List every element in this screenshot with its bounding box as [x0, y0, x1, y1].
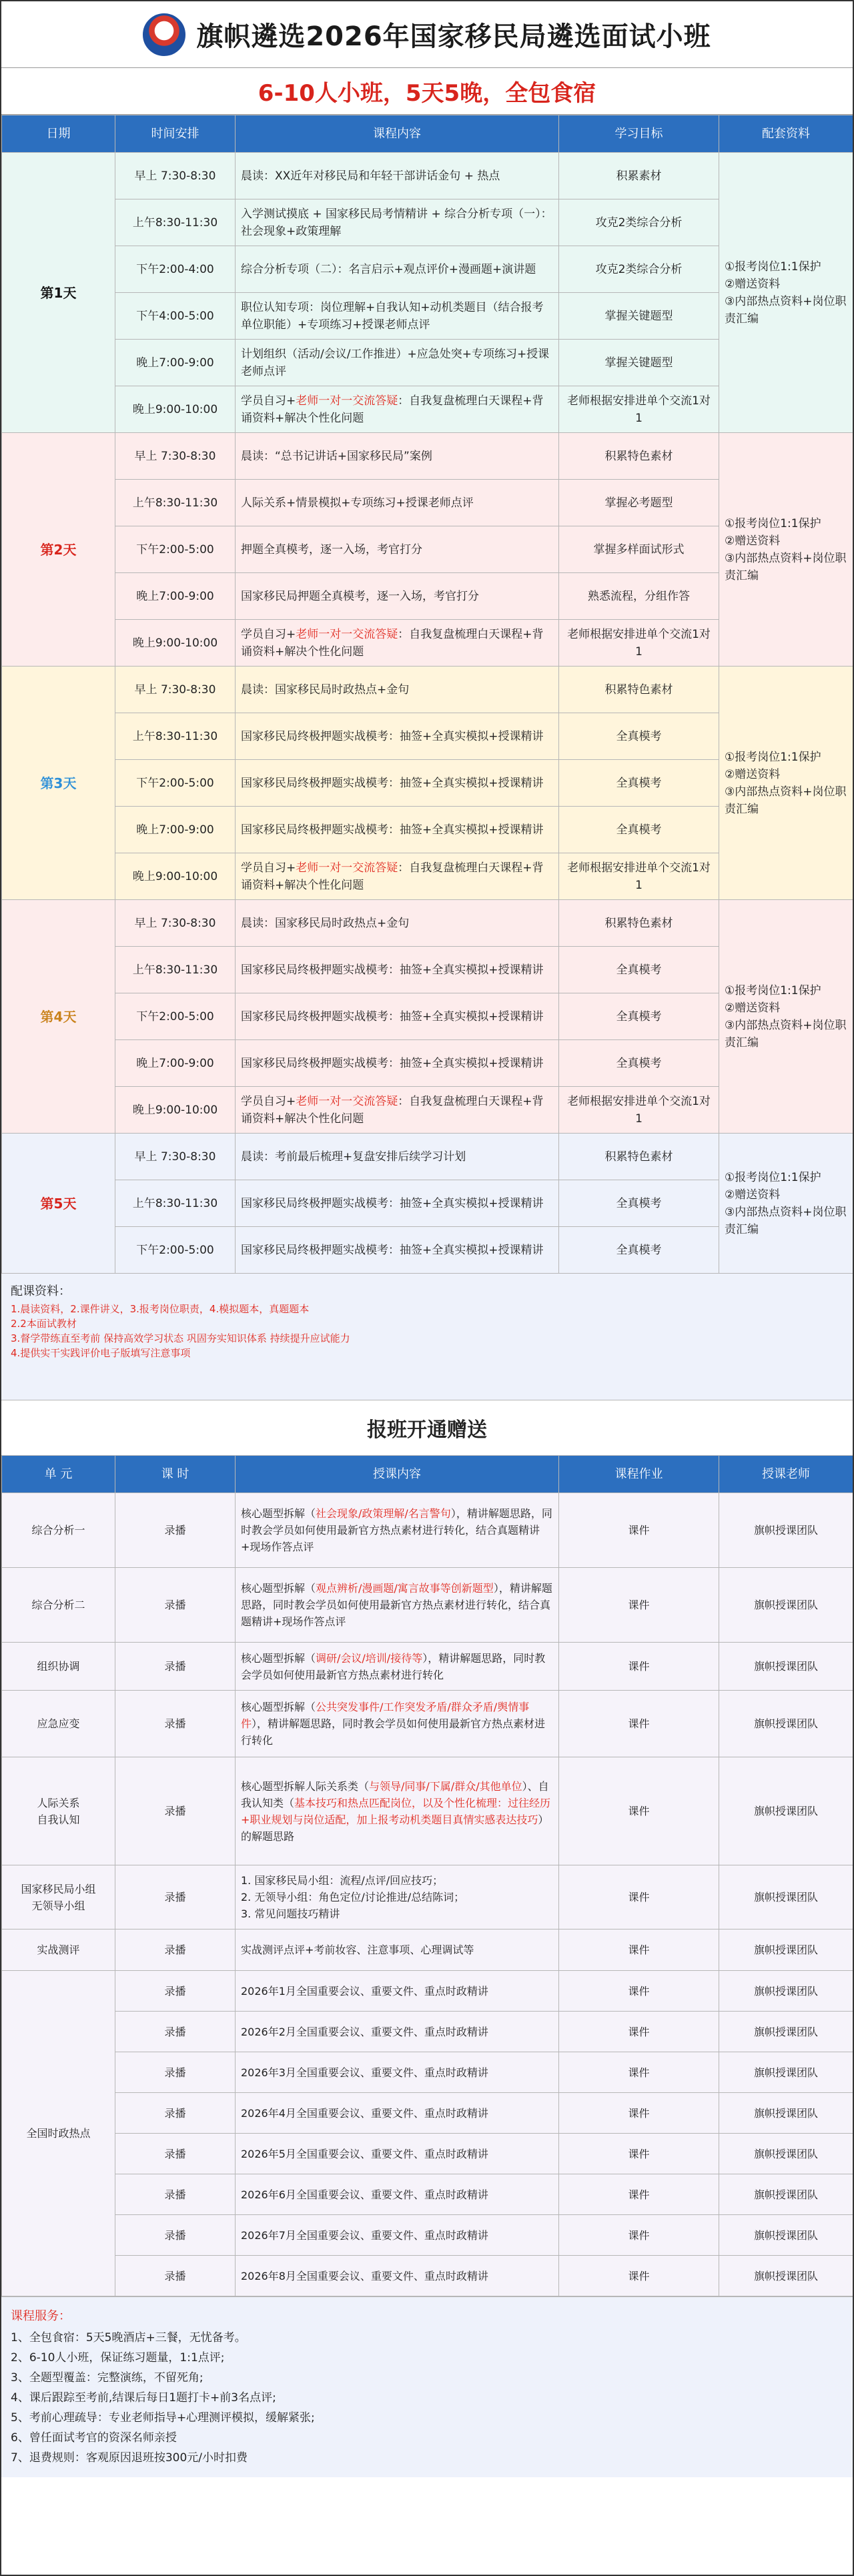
- time-cell: 早上 7:30-8:30: [115, 433, 236, 480]
- col-goal: 学习目标: [559, 115, 719, 153]
- goal-cell: 全真模考: [559, 993, 719, 1040]
- content-text: 学员自习+: [241, 627, 296, 641]
- schedule-row: [2, 667, 853, 713]
- materials-note: [1, 1274, 853, 1400]
- time-cell: 早上 7:30-8:30: [115, 667, 236, 713]
- col-content: 课程内容: [236, 115, 559, 153]
- homework-cell: 课件: [559, 2256, 719, 2296]
- unit-cell: 应急应变: [2, 1691, 115, 1757]
- unit-cell: 组织协调: [2, 1643, 115, 1691]
- unit-cell: 人际关系 自我认知: [2, 1757, 115, 1865]
- goal-cell: 全真模考: [559, 760, 719, 807]
- time-cell: 下午2:00-5:00: [115, 760, 236, 807]
- page-header: [1, 1, 853, 68]
- content-text: ：自我复盘梳理白天课程+背诵资料+解决个性化问题: [241, 861, 544, 892]
- hot-topic-row: [2, 2093, 853, 2134]
- teacher-cell: 旗帜授课团队: [719, 1643, 853, 1691]
- teacher-cell: 旗帜授课团队: [719, 1493, 853, 1568]
- homework-cell: 课件: [559, 1865, 719, 1929]
- time-cell: 晚上9:00-10:00: [115, 1087, 236, 1134]
- time-cell: 上午8:30-11:30: [115, 199, 236, 246]
- gift-row: [2, 1643, 853, 1691]
- homework-cell: 课件: [559, 2174, 719, 2215]
- page-title: 旗帜遴选2026年国家移民局遴选面试小班: [196, 21, 711, 52]
- content-cell: [236, 1087, 559, 1134]
- gift-table: [1, 1455, 853, 2296]
- teacher-cell: 旗帜授课团队: [719, 2256, 853, 2296]
- hot-topic-row: [2, 2215, 853, 2256]
- materials-cell: ①报考岗位1:1保护 ②赠送资料 ③内部热点资料+岗位职责汇编: [719, 153, 853, 433]
- goal-cell: 全真模考: [559, 1040, 719, 1087]
- day-label: 第4天: [2, 900, 115, 1134]
- content-cell: 国家移民局终极押题实战模考：抽签+全真实模拟+授课精讲: [236, 807, 559, 853]
- content-cell: 晨读：国家移民局时政热点+金句: [236, 667, 559, 713]
- teacher-cell: 旗帜授课团队: [719, 2134, 853, 2174]
- content-cell: 2026年5月全国重要会议、重要文件、重点时政精讲: [236, 2134, 559, 2174]
- content-cell: 晨读：“总书记讲话+国家移民局”案例: [236, 433, 559, 480]
- content-text: ：自我复盘梳理白天课程+背诵资料+解决个性化问题: [241, 1094, 544, 1126]
- col-time: 时间安排: [115, 115, 236, 153]
- schedule-row: [2, 1134, 853, 1180]
- time-cell: 晚上9:00-10:00: [115, 386, 236, 433]
- goal-cell: 掌握关键题型: [559, 340, 719, 386]
- homework-cell: 课件: [559, 1691, 719, 1757]
- homework-cell: 课件: [559, 1757, 719, 1865]
- content-cell: [236, 1568, 559, 1643]
- content-text: 核心题型拆解（: [241, 1582, 316, 1595]
- gift-col-teacher: 授课老师: [719, 1456, 853, 1493]
- teacher-cell: 旗帜授课团队: [719, 2052, 853, 2093]
- time-cell: 晚上7:00-9:00: [115, 807, 236, 853]
- gift-col-homework: 课程作业: [559, 1456, 719, 1493]
- course-services: [1, 2296, 853, 2477]
- content-cell: [236, 386, 559, 433]
- content-highlight: 观点辨析/漫画题/寓言故事等创新题型: [316, 1582, 494, 1595]
- content-text: 核心题型拆解人际关系类（: [241, 1779, 370, 1793]
- hot-topic-row: [2, 2052, 853, 2093]
- content-cell: 2026年1月全国重要会议、重要文件、重点时政精讲: [236, 1971, 559, 2012]
- unit-cell: 综合分析一: [2, 1493, 115, 1568]
- hot-topic-row: [2, 2174, 853, 2215]
- course-services-title: 课程服务：: [11, 2309, 71, 2323]
- gift-row: [2, 1568, 853, 1643]
- content-cell: 晨读：考前最后梳理+复盘安排后续学习计划: [236, 1134, 559, 1180]
- course-service-item: 6、曾任面试考官的资深名师亲授: [11, 2431, 177, 2445]
- homework-cell: 课件: [559, 2134, 719, 2174]
- materials-note-line: 4.提供实干实践评价电子版填写注意事项: [11, 1347, 191, 1359]
- course-service-item: 7、退费规则：客观原因退班按300元/小时扣费: [11, 2451, 248, 2465]
- content-cell: 2026年6月全国重要会议、重要文件、重点时政精讲: [236, 2174, 559, 2215]
- time-cell: 上午8:30-11:30: [115, 947, 236, 993]
- content-text: ）的解题思路: [241, 1813, 549, 1843]
- hours-cell: 录播: [115, 2215, 236, 2256]
- gift-row: [2, 1493, 853, 1568]
- teacher-cell: 旗帜授课团队: [719, 1929, 853, 1971]
- teacher-cell: 旗帜授课团队: [719, 2215, 853, 2256]
- goal-cell: 全真模考: [559, 713, 719, 760]
- goal-cell: 全真模考: [559, 807, 719, 853]
- content-text: ），精讲解题思路，同时教会学员如何使用最新官方热点素材进行转化，结合真题精讲+现场作答点评: [241, 1507, 552, 1553]
- content-cell: 2026年7月全国重要会议、重要文件、重点时政精讲: [236, 2215, 559, 2256]
- time-cell: 早上 7:30-8:30: [115, 900, 236, 947]
- teacher-cell: 旗帜授课团队: [719, 1865, 853, 1929]
- content-cell: 2026年4月全国重要会议、重要文件、重点时政精讲: [236, 2093, 559, 2134]
- content-cell: 入学测试摸底 + 国家移民局考情精讲 + 综合分析专项（一）：社会现象+政策理解: [236, 199, 559, 246]
- goal-cell: 掌握关键题型: [559, 293, 719, 340]
- content-text: ），精讲解题思路，同时教会学员如何使用最新官方热点素材进行转化，结合真题精讲+现场作答点评: [241, 1582, 552, 1628]
- content-text: ：自我复盘梳理白天课程+背诵资料+解决个性化问题: [241, 627, 544, 659]
- materials-cell: ①报考岗位1:1保护 ②赠送资料 ③内部热点资料+岗位职责汇编: [719, 433, 853, 667]
- unit-cell: 综合分析二: [2, 1568, 115, 1643]
- goal-cell: 老师根据安排进单个交流1对1: [559, 620, 719, 667]
- homework-cell: 课件: [559, 2093, 719, 2134]
- content-cell: 人际关系+情景模拟+专项练习+授课老师点评: [236, 480, 559, 526]
- content-cell: [236, 1493, 559, 1568]
- content-cell: 职位认知专项：岗位理解+自我认知+动机类题目（结合报考单位职能）+专项练习+授课老师点评: [236, 293, 559, 340]
- hours-cell: 录播: [115, 2256, 236, 2296]
- content-cell: 晨读：XX近年对移民局和年轻干部讲话金句 + 热点: [236, 153, 559, 199]
- content-cell: [236, 1691, 559, 1757]
- content-cell: 综合分析专项（二）：名言启示+观点评价+漫画题+演讲题: [236, 246, 559, 293]
- content-text: 1. 国家移民局小组：流程/点评/回应技巧； 2. 无领导小组：角色定位/讨论推进/总结陈词； 3. 常见问题技巧精讲: [241, 1874, 465, 1920]
- time-cell: 晚上7:00-9:00: [115, 573, 236, 620]
- page-subtitle: 6-10人小班，5天5晚，全包食宿: [1, 68, 853, 115]
- time-cell: 下午4:00-5:00: [115, 293, 236, 340]
- hours-cell: 录播: [115, 1568, 236, 1643]
- content-text: 学员自习+: [241, 861, 296, 875]
- teacher-cell: 旗帜授课团队: [719, 2093, 853, 2134]
- content-cell: [236, 853, 559, 900]
- content-cell: 晨读：国家移民局时政热点+金句: [236, 900, 559, 947]
- content-cell: 国家移民局终极押题实战模考：抽签+全真实模拟+授课精讲: [236, 1040, 559, 1087]
- gift-row: [2, 1757, 853, 1865]
- course-service-item: 5、考前心理疏导：专业老师指导+心理测评模拟，缓解紧张;: [11, 2411, 315, 2425]
- content-highlight: 老师一对一交流答疑: [296, 394, 398, 408]
- content-cell: 国家移民局终极押题实战模考：抽签+全真实模拟+授课精讲: [236, 947, 559, 993]
- content-text: ），精讲解题思路，同时教会学员如何使用最新官方热点素材进行转化: [241, 1651, 546, 1681]
- content-highlight: 老师一对一交流答疑: [296, 861, 398, 875]
- content-cell: 国家移民局押题全真模考，逐一入场，考官打分: [236, 573, 559, 620]
- unit-cell: 国家移民局小组 无领导小组: [2, 1865, 115, 1929]
- goal-cell: 积累特色素材: [559, 1134, 719, 1180]
- col-materials: 配套资料: [719, 115, 853, 153]
- gift-row: [2, 1929, 853, 1971]
- course-service-item: 1、全包食宿：5天5晚酒店+三餐，无忧备考。: [11, 2331, 246, 2344]
- gift-col-unit: 单 元: [2, 1456, 115, 1493]
- goal-cell: 掌握必考题型: [559, 480, 719, 526]
- content-cell: 计划组织（活动/会议/工作推进）+应急处突+专项练习+授课老师点评: [236, 340, 559, 386]
- goal-cell: 积累特色素材: [559, 667, 719, 713]
- content-text: 学员自习+: [241, 1094, 296, 1108]
- homework-cell: 课件: [559, 2215, 719, 2256]
- time-cell: 上午8:30-11:30: [115, 1180, 236, 1227]
- hot-topic-row: [2, 2256, 853, 2296]
- time-cell: 晚上9:00-10:00: [115, 620, 236, 667]
- goal-cell: 攻克2类综合分析: [559, 246, 719, 293]
- content-cell: 国家移民局终极押题实战模考：抽签+全真实模拟+授课精讲: [236, 993, 559, 1040]
- gift-row: [2, 1865, 853, 1929]
- hours-cell: 录播: [115, 2012, 236, 2052]
- time-cell: 下午2:00-5:00: [115, 993, 236, 1040]
- homework-cell: 课件: [559, 2052, 719, 2093]
- homework-cell: 课件: [559, 1493, 719, 1568]
- time-cell: 晚上7:00-9:00: [115, 340, 236, 386]
- content-cell: 国家移民局终极押题实战模考：抽签+全真实模拟+授课精讲: [236, 1227, 559, 1274]
- homework-cell: 课件: [559, 2012, 719, 2052]
- content-highlight: 与领导/同事/下属/群众/其他单位: [369, 1779, 522, 1793]
- content-cell: [236, 1929, 559, 1971]
- materials-cell: ①报考岗位1:1保护 ②赠送资料 ③内部热点资料+岗位职责汇编: [719, 900, 853, 1134]
- content-cell: 国家移民局终极押题实战模考：抽签+全真实模拟+授课精讲: [236, 713, 559, 760]
- content-text: ），精讲解题思路，同时教会学员如何使用最新官方热点素材进行转化: [241, 1717, 546, 1747]
- teacher-cell: 旗帜授课团队: [719, 1568, 853, 1643]
- time-cell: 下午2:00-5:00: [115, 1227, 236, 1274]
- hours-cell: 录播: [115, 2134, 236, 2174]
- teacher-cell: 旗帜授课团队: [719, 2174, 853, 2215]
- time-cell: 晚上9:00-10:00: [115, 853, 236, 900]
- goal-cell: 掌握多样面试形式: [559, 526, 719, 573]
- gift-row: [2, 1691, 853, 1757]
- schedule-row: [2, 433, 853, 480]
- course-service-item: 4、课后跟踪至考前,结课后每日1题打卡+前3名点评;: [11, 2391, 276, 2405]
- hours-cell: 录播: [115, 2174, 236, 2215]
- content-text: 核心题型拆解（: [241, 1701, 316, 1713]
- unit-cell: 全国时政热点: [2, 1971, 115, 2296]
- homework-cell: 课件: [559, 1929, 719, 1971]
- course-service-item: 2、6-10人小班，保证练习题量，1:1点评;: [11, 2351, 225, 2365]
- goal-cell: 积累特色素材: [559, 433, 719, 480]
- hours-cell: 录播: [115, 1929, 236, 1971]
- schedule-row: [2, 900, 853, 947]
- day-label: 第3天: [2, 667, 115, 900]
- day-label: 第2天: [2, 433, 115, 667]
- materials-note-line: 2.2本面试教材: [11, 1318, 77, 1330]
- homework-cell: 课件: [559, 1971, 719, 2012]
- hot-topic-row: [2, 2012, 853, 2052]
- goal-cell: 老师根据安排进单个交流1对1: [559, 386, 719, 433]
- day-label: 第5天: [2, 1134, 115, 1274]
- content-cell: [236, 1865, 559, 1929]
- content-cell: 国家移民局终极押题实战模考：抽签+全真实模拟+授课精讲: [236, 1180, 559, 1227]
- content-cell: 国家移民局终极押题实战模考：抽签+全真实模拟+授课精讲: [236, 760, 559, 807]
- content-highlight: 基本技巧和热点匹配岗位，以及个性化梳理：过往经历+职业规划与岗位适配，加上报考动机类题目真情实感表达技巧: [241, 1796, 551, 1826]
- hours-cell: 录播: [115, 1493, 236, 1568]
- gift-col-content: 授课内容: [236, 1456, 559, 1493]
- goal-cell: 积累素材: [559, 153, 719, 199]
- goal-cell: 全真模考: [559, 1227, 719, 1274]
- goal-cell: 全真模考: [559, 1180, 719, 1227]
- content-highlight: 公共突发事件/工作突发矛盾/群众矛盾/舆情事件: [241, 1701, 530, 1730]
- unit-cell: 实战测评: [2, 1929, 115, 1971]
- hot-topic-row: [2, 2134, 853, 2174]
- col-date: 日期: [2, 115, 115, 153]
- hot-topic-row: [2, 1971, 853, 2012]
- homework-cell: 课件: [559, 1568, 719, 1643]
- content-highlight: 调研/会议/培训/接待等: [316, 1651, 423, 1665]
- schedule-header-row: [2, 115, 853, 153]
- materials-note-title: 配课资料：: [11, 1284, 71, 1298]
- content-cell: [236, 1643, 559, 1691]
- time-cell: 上午8:30-11:30: [115, 480, 236, 526]
- teacher-cell: 旗帜授课团队: [719, 1971, 853, 2012]
- brand-logo-icon: [143, 13, 185, 56]
- content-highlight: 社会现象/政策理解/名言警句: [316, 1507, 451, 1520]
- schedule-row: [2, 153, 853, 199]
- goal-cell: 老师根据安排进单个交流1对1: [559, 1087, 719, 1134]
- content-highlight: 老师一对一交流答疑: [296, 1094, 398, 1108]
- homework-cell: 课件: [559, 1643, 719, 1691]
- gift-header-row: [2, 1456, 853, 1493]
- content-cell: 2026年8月全国重要会议、重要文件、重点时政精讲: [236, 2256, 559, 2296]
- gift-section-title: 报班开通赠送: [1, 1400, 853, 1455]
- materials-note-line: 3.督学带练直至考前 保持高效学习状态 巩固夯实知识体系 持续提升应试能力: [11, 1332, 350, 1344]
- content-cell: [236, 1757, 559, 1865]
- hours-cell: 录播: [115, 2052, 236, 2093]
- hours-cell: 录播: [115, 1643, 236, 1691]
- hours-cell: 录播: [115, 2093, 236, 2134]
- time-cell: 晚上7:00-9:00: [115, 1040, 236, 1087]
- time-cell: 早上 7:30-8:30: [115, 153, 236, 199]
- goal-cell: 老师根据安排进单个交流1对1: [559, 853, 719, 900]
- time-cell: 早上 7:30-8:30: [115, 1134, 236, 1180]
- materials-cell: ①报考岗位1:1保护 ②赠送资料 ③内部热点资料+岗位职责汇编: [719, 667, 853, 900]
- content-cell: 2026年2月全国重要会议、重要文件、重点时政精讲: [236, 2012, 559, 2052]
- goal-cell: 熟悉流程，分组作答: [559, 573, 719, 620]
- content-text: 实战测评点评+考前妆容、注意事项、心理调试等: [241, 1944, 474, 1956]
- content-cell: 押题全真模考，逐一入场，考官打分: [236, 526, 559, 573]
- time-cell: 下午2:00-4:00: [115, 246, 236, 293]
- content-text: 核心题型拆解（: [241, 1507, 316, 1520]
- materials-cell: ①报考岗位1:1保护 ②赠送资料 ③内部热点资料+岗位职责汇编: [719, 1134, 853, 1274]
- hours-cell: 录播: [115, 1691, 236, 1757]
- goal-cell: 全真模考: [559, 947, 719, 993]
- teacher-cell: 旗帜授课团队: [719, 1757, 853, 1865]
- time-cell: 下午2:00-5:00: [115, 526, 236, 573]
- gift-col-hours: 课 时: [115, 1456, 236, 1493]
- teacher-cell: 旗帜授课团队: [719, 2012, 853, 2052]
- content-text: ：自我复盘梳理白天课程+背诵资料+解决个性化问题: [241, 394, 544, 425]
- content-text: 核心题型拆解（: [241, 1651, 316, 1665]
- teacher-cell: 旗帜授课团队: [719, 1691, 853, 1757]
- content-cell: [236, 620, 559, 667]
- schedule-table: [1, 115, 853, 1274]
- content-cell: 2026年3月全国重要会议、重要文件、重点时政精讲: [236, 2052, 559, 2093]
- content-text: ）、自我认知类（: [241, 1779, 549, 1809]
- course-service-item: 3、全题型覆盖：完整演练，不留死角;: [11, 2371, 203, 2385]
- day-label: 第1天: [2, 153, 115, 433]
- goal-cell: 积累特色素材: [559, 900, 719, 947]
- hours-cell: 录播: [115, 1757, 236, 1865]
- hours-cell: 录播: [115, 1865, 236, 1929]
- content-highlight: 老师一对一交流答疑: [296, 627, 398, 641]
- materials-note-line: 1.晨读资料，2.课件讲义，3.报考岗位职责，4.模拟题本，真题题本: [11, 1303, 310, 1315]
- content-text: 学员自习+: [241, 394, 296, 408]
- hours-cell: 录播: [115, 1971, 236, 2012]
- time-cell: 上午8:30-11:30: [115, 713, 236, 760]
- goal-cell: 攻克2类综合分析: [559, 199, 719, 246]
